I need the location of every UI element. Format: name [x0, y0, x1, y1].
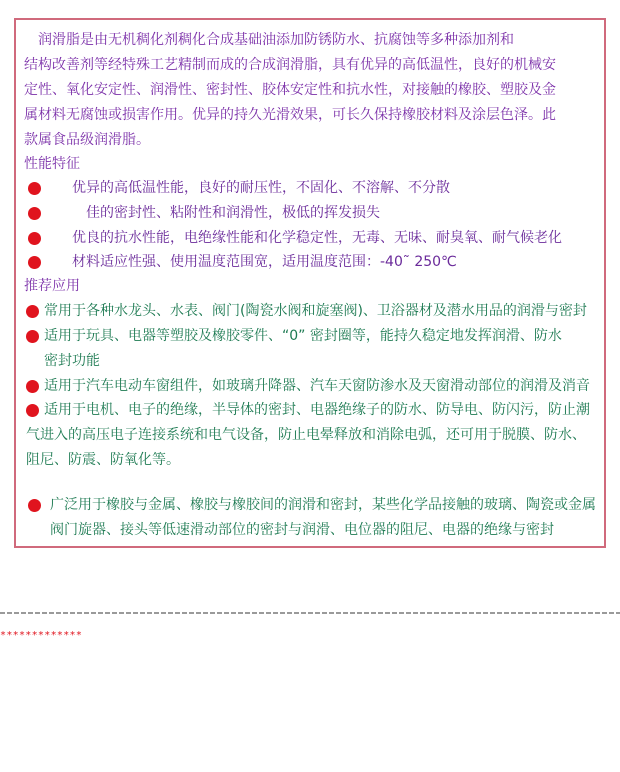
- bullet-icon: [26, 305, 39, 318]
- application-item: 适用于汽车电动车窗组件，如玻璃升降器、汽车天窗防渗水及天窗滑动部位的润滑及消音: [44, 378, 590, 394]
- feature-item: 优异的高低温性能，良好的耐压性，不固化、不溶解、不分散: [72, 180, 450, 196]
- intro-text-line: 定性、氧化安定性、润滑性、密封性、胶体安定性和抗水性，对接触的橡胶、塑胶及金: [24, 82, 556, 98]
- application-item-continued: 气进入的高压电子连接系统和电气设备，防止电晕释放和消除电弧，还可用于脱膜、防水、: [26, 427, 586, 443]
- footer-stars: *************: [0, 630, 83, 641]
- application-item: 适用于电机、电子的绝缘，半导体的密封、电器绝缘子的防水、防导电、防闪污，防止潮: [44, 402, 590, 418]
- bullet-icon: [28, 499, 41, 512]
- intro-text-line: 润滑脂是由无机稠化剂稠化合成基础油添加防锈防水、抗腐蚀等多种添加剂和: [38, 32, 514, 48]
- feature-item: 材料适应性强、使用温度范围宽，适用温度范围：-40˜ 250℃: [72, 254, 457, 270]
- bullet-icon: [26, 330, 39, 343]
- features-heading: 性能特征: [24, 156, 80, 172]
- application-item-continued: 密封功能: [44, 353, 100, 369]
- bullet-icon: [28, 232, 41, 245]
- extra-application-item-continued: 阀门旋器、接头等低速滑动部位的密封与润滑、电位器的阻尼、电器的绝缘与密封: [50, 522, 554, 538]
- bullet-icon: [28, 256, 41, 269]
- intro-text-line: 结构改善剂等经特殊工艺精制而成的合成润滑脂，具有优异的高低温性，良好的机械安: [24, 57, 556, 73]
- bullet-icon: [28, 207, 41, 220]
- application-item: 适用于玩具、电器等塑胶及橡胶零件、“0” 密封圈等，能持久稳定地发挥润滑、防水: [44, 328, 562, 344]
- application-item: 常用于各种水龙头、水表、阀门(陶瓷水阀和旋塞阀)、卫浴器材及潜水用品的润滑与密封: [44, 303, 587, 319]
- product-description-panel: [14, 18, 606, 548]
- application-item-continued: 阻尼、防震、防氧化等。: [26, 452, 180, 468]
- intro-text-line: 款属食品级润滑脂。: [24, 132, 150, 148]
- feature-item: 优良的抗水性能，电绝缘性能和化学稳定性，无毒、无味、耐臭氧、耐气候老化: [72, 230, 562, 246]
- dashed-divider: [0, 612, 620, 614]
- applications-heading: 推荐应用: [24, 278, 80, 294]
- intro-text-line: 属材料无腐蚀或损害作用。优异的持久光滑效果，可长久保持橡胶材料及涂层色泽。此: [24, 107, 556, 123]
- bullet-icon: [26, 404, 39, 417]
- bullet-icon: [28, 182, 41, 195]
- bullet-icon: [26, 380, 39, 393]
- feature-item: 佳的密封性、粘附性和润滑性，极低的挥发损失: [86, 205, 380, 221]
- extra-application-item: 广泛用于橡胶与金属、橡胶与橡胶间的润滑和密封，某些化学品接触的玻璃、陶瓷或金属: [50, 497, 596, 513]
